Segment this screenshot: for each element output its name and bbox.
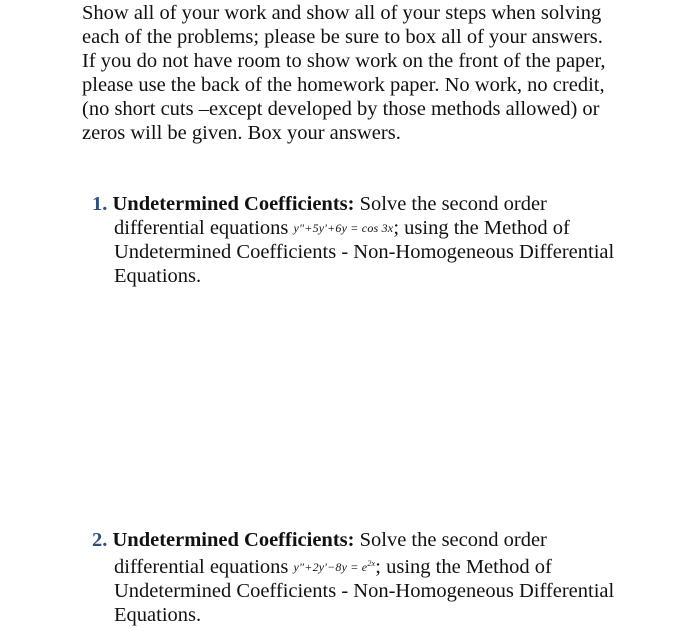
problem-text-line: Equations. [114,265,202,287]
problem-text-line: Undetermined Coefficients - Non-Homogeneous Differential [114,580,615,602]
instructions-line: each of the problems; please be sure to box all of your answers. [82,26,603,48]
differential-equation [294,560,376,574]
problem-text-line: Undetermined Coefficients - Non-Homogeneous Differential [114,241,615,263]
instructions-line: zeros will be given. Box your answers. [82,122,401,144]
problem-number: 2. [92,529,108,551]
problem-heading-line [92,528,652,552]
problem-topic: Undetermined Coefficients: [112,193,355,215]
problem-1 [92,192,652,288]
instructions-line: (no short cuts –except developed by those methods allowed) or [82,98,600,120]
problem-text: differential equations [114,556,294,578]
problem-heading-line [92,192,652,216]
instructions-line: If you do not have room to show work on the front of the paper, [82,50,606,72]
differential-equation: y"+5y'+6y = cos 3x [293,221,394,235]
instructions-paragraph [82,1,642,145]
problem-equation-line [92,216,652,240]
equation-exponent: 2x [367,559,376,568]
problem-topic: Undetermined Coefficients: [112,529,355,551]
problem-lead-text: Solve the second order [354,193,547,215]
problem-text: ; using the Method of [375,556,552,578]
problem-2 [92,528,652,627]
equation-base: y"+2y'−8y = e [293,560,368,574]
problem-text: differential equations [114,217,294,239]
problem-text: ; using the Method of [393,217,570,239]
problem-number: 1. [92,193,108,215]
problem-lead-text: Solve the second order [354,529,547,551]
instructions-line: Show all of your work and show all of your steps when solving [82,2,602,24]
problem-text-line: Equations. [114,604,202,626]
problem-equation-line [92,552,652,579]
instructions-line: please use the back of the homework paper. No work, no credit, [82,74,605,96]
